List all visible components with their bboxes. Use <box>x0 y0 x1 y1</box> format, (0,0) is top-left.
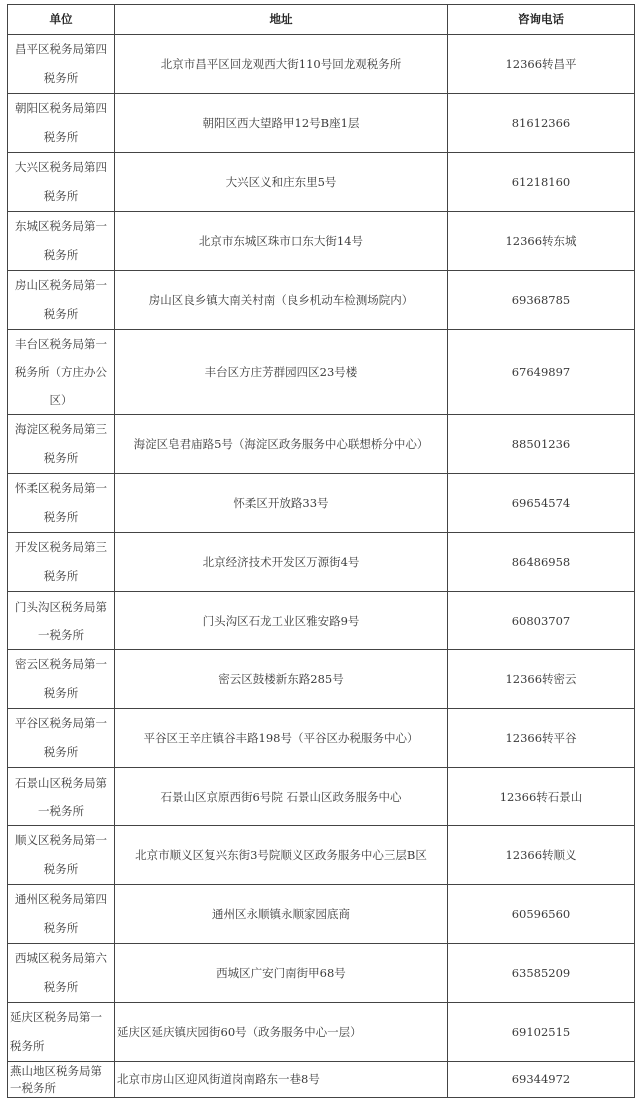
cell-unit: 朝阳区税务局第四税务所 <box>8 94 115 153</box>
cell-address: 北京市昌平区回龙观西大街110号回龙观税务所 <box>115 35 448 94</box>
cell-address: 大兴区义和庄东里5号 <box>115 153 448 212</box>
cell-phone: 86486958 <box>448 533 635 592</box>
cell-phone: 12366转顺义 <box>448 826 635 885</box>
table-row <box>8 709 635 768</box>
cell-unit: 石景山区税务局第一税务所 <box>8 768 115 826</box>
header-address: 地址 <box>115 5 448 35</box>
table-row <box>8 153 635 212</box>
cell-phone: 69654574 <box>448 474 635 533</box>
cell-unit: 昌平区税务局第四税务所 <box>8 35 115 94</box>
table-row <box>8 826 635 885</box>
cell-phone: 88501236 <box>448 415 635 474</box>
cell-address: 石景山区京原西街6号院 石景山区政务服务中心 <box>115 768 448 826</box>
cell-address: 北京市东城区珠市口东大街14号 <box>115 212 448 271</box>
cell-phone: 67649897 <box>448 330 635 415</box>
cell-address: 怀柔区开放路33号 <box>115 474 448 533</box>
cell-phone: 12366转石景山 <box>448 768 635 826</box>
cell-address: 丰台区方庄芳群园四区23号楼 <box>115 330 448 415</box>
cell-unit: 东城区税务局第一税务所 <box>8 212 115 271</box>
cell-address: 延庆区延庆镇庆园街60号（政务服务中心一层） <box>115 1003 448 1062</box>
table-row <box>8 650 635 709</box>
table-row <box>8 330 635 415</box>
table-row <box>8 94 635 153</box>
header-unit: 单位 <box>8 5 115 35</box>
cell-phone: 12366转昌平 <box>448 35 635 94</box>
cell-address: 北京市房山区迎风街道岗南路东一巷8号 <box>115 1062 448 1098</box>
cell-unit: 房山区税务局第一税务所 <box>8 271 115 330</box>
cell-phone: 12366转东城 <box>448 212 635 271</box>
cell-unit: 西城区税务局第六税务所 <box>8 944 115 1003</box>
cell-phone: 63585209 <box>448 944 635 1003</box>
table-row <box>8 415 635 474</box>
cell-unit: 海淀区税务局第三税务所 <box>8 415 115 474</box>
cell-phone: 61218160 <box>448 153 635 212</box>
cell-address: 西城区广安门南街甲68号 <box>115 944 448 1003</box>
cell-phone: 69102515 <box>448 1003 635 1062</box>
table-row <box>8 474 635 533</box>
table-row <box>8 885 635 944</box>
cell-phone: 60803707 <box>448 592 635 650</box>
cell-phone: 69344972 <box>448 1062 635 1098</box>
cell-unit: 大兴区税务局第四税务所 <box>8 153 115 212</box>
cell-address: 密云区鼓楼新东路285号 <box>115 650 448 709</box>
cell-phone: 81612366 <box>448 94 635 153</box>
table-row <box>8 1003 635 1062</box>
cell-unit: 通州区税务局第四税务所 <box>8 885 115 944</box>
tax-office-table <box>7 4 635 1098</box>
cell-phone: 12366转平谷 <box>448 709 635 768</box>
cell-address: 朝阳区西大望路甲12号B座1层 <box>115 94 448 153</box>
header-row <box>8 5 635 35</box>
cell-address: 北京市顺义区复兴东街3号院顺义区政务服务中心三层B区 <box>115 826 448 885</box>
cell-unit: 燕山地区税务局第一税务所 <box>8 1062 115 1098</box>
cell-unit: 延庆区税务局第一税务所 <box>8 1003 115 1062</box>
cell-unit: 顺义区税务局第一税务所 <box>8 826 115 885</box>
cell-unit: 密云区税务局第一税务所 <box>8 650 115 709</box>
cell-address: 房山区良乡镇大南关村南（良乡机动车检测场院内） <box>115 271 448 330</box>
table-row <box>8 271 635 330</box>
header-phone: 咨询电话 <box>448 5 635 35</box>
table-row <box>8 944 635 1003</box>
cell-address: 通州区永顺镇永顺家园底商 <box>115 885 448 944</box>
table-row <box>8 768 635 826</box>
cell-unit: 门头沟区税务局第一税务所 <box>8 592 115 650</box>
cell-phone: 69368785 <box>448 271 635 330</box>
table-row <box>8 212 635 271</box>
cell-unit: 开发区税务局第三税务所 <box>8 533 115 592</box>
table-row <box>8 35 635 94</box>
cell-address: 门头沟区石龙工业区雅安路9号 <box>115 592 448 650</box>
table-row <box>8 1062 635 1098</box>
cell-address: 北京经济技术开发区万源街4号 <box>115 533 448 592</box>
table-row <box>8 592 635 650</box>
cell-address: 海淀区皂君庙路5号（海淀区政务服务中心联想桥分中心） <box>115 415 448 474</box>
cell-unit: 平谷区税务局第一税务所 <box>8 709 115 768</box>
cell-address: 平谷区王辛庄镇谷丰路198号（平谷区办税服务中心） <box>115 709 448 768</box>
cell-phone: 60596560 <box>448 885 635 944</box>
cell-unit: 怀柔区税务局第一税务所 <box>8 474 115 533</box>
table-row <box>8 533 635 592</box>
cell-phone: 12366转密云 <box>448 650 635 709</box>
cell-unit: 丰台区税务局第一税务所（方庄办公区） <box>8 330 115 415</box>
